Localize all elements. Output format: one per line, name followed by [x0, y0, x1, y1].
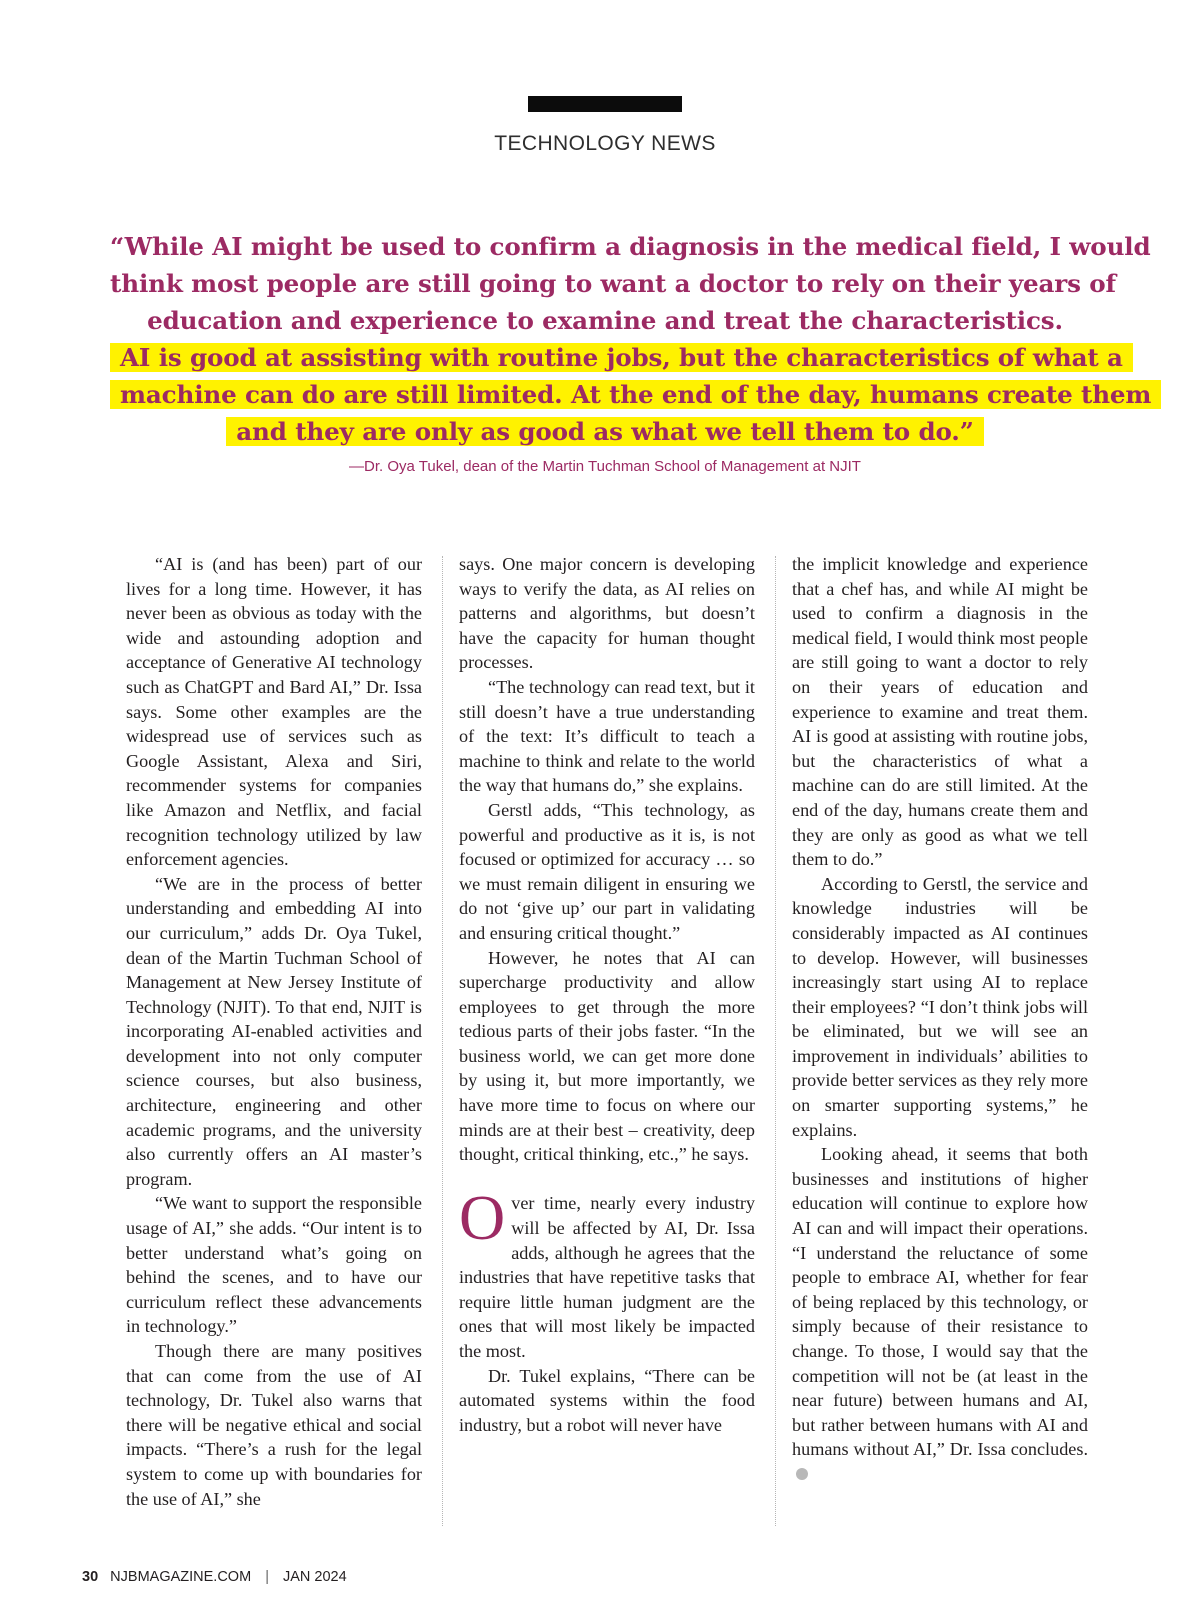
page-number: 30: [82, 1569, 99, 1585]
body-paragraph: [792, 1142, 1088, 1486]
column-divider: [775, 556, 776, 1526]
body-paragraph: However, he notes that AI can supercharge productivity and allow employees to get through the more tedious parts of their jobs faster. “In the business world, we can get more done by using it, but more importantly, we have more time to focus on where our minds are at their best – creativity, deep thought, critical thinking, etc.,” he says.: [459, 947, 755, 1165]
pull-quote-line: education and experience to examine and treat the characteristics.: [147, 306, 1063, 335]
article-column-1: [126, 552, 422, 1511]
body-paragraph: the implicit knowledge and experience that a chef has, and while AI might be used to confirm a diagnosis in the medical field, I would think most people are still going to want a doctor to rely on their years of education and experience to examine and treat them. AI is good at assisting with routine jobs, but the characteristics of what a machine can do are still limited. At the end of the day, humans create them and they are only as good as what we tell them to do.”: [792, 554, 1088, 870]
pull-quote-line: think most people are still going to want a doctor to rely on their years of: [110, 269, 1116, 298]
body-paragraph: says. One major concern is developing ways to verify the data, as AI relies on patterns and algorithms, but doesn’t have the capacity for human thought processes.: [459, 554, 755, 673]
body-paragraph: “The technology can read text, but it still doesn’t have a true understanding of the text: It’s difficult to teach a machine to think and relate to the world the way that humans do,” she explains.: [459, 676, 755, 796]
pull-quote-line: “While AI might be used to confirm a diagnosis in the medical field, I would: [110, 232, 1151, 261]
body-paragraph: Though there are many positives that can come from the use of AI technology, Dr. Tukel also warns that there will be negative ethical and social impacts. “There’s a rush for the legal system to come up with boundaries for the use of AI,” she: [126, 1341, 422, 1509]
footer-issue-date: JAN 2024: [283, 1569, 347, 1585]
pull-quote-attribution: —Dr. Oya Tukel, dean of the Martin Tuchman School of Management at NJIT: [349, 458, 861, 475]
section-bar: [528, 96, 682, 112]
pull-quote-highlight-line: and they are only as good as what we tell them to do.”: [226, 417, 983, 446]
drop-cap-paragraph: [459, 1182, 755, 1363]
body-paragraph: Dr. Tukel explains, “There can be automated systems within the food industry, but a robot will never have: [459, 1365, 755, 1435]
article-column-2: [459, 552, 755, 1437]
body-paragraph: According to Gerstl, the service and knowledge industries will be considerably impacted as AI continues to develop. However, will businesses increasingly start using AI to replace their employees? “I don’t think jobs will be eliminated, but we will see an improvement in individuals’ abilities to provide better services as they rely more on smarter supporting systems,” he explains.: [792, 873, 1088, 1140]
drop-cap: O: [459, 1182, 506, 1254]
footer-separator: |: [265, 1569, 269, 1585]
body-paragraph: Gerstl adds, “This technology, as powerful and productive as it is, is not focused or optimized for accuracy … so we must remain diligent in ensuring we do not ‘give up’ our part in validating and ensuring critical thought.”: [459, 799, 755, 943]
article-column-3: [792, 552, 1088, 1487]
end-of-article-icon: [796, 1468, 808, 1480]
section-label: TECHNOLOGY NEWS: [494, 132, 716, 155]
column-divider: [442, 556, 443, 1526]
pull-quote: [110, 228, 1152, 450]
body-paragraph: “We are in the process of better understanding and embedding AI into our curriculum,” adds Dr. Oya Tukel, dean of the Martin Tuchman School of Management at New Jersey Institute of Technology (NJIT). To that end, NJIT is incorporating AI-enabled activities and development into not only computer science courses, but also business, architecture, engineering and other academic programs, and the university also currently offers an AI master’s program.: [126, 873, 422, 1189]
final-paragraph-text: Looking ahead, it seems that both businesses and institutions of higher education will continue to explore how AI can and will impact their operations. “I understand the reluctance of some people to embrace AI, whether for fear of being replaced by this technology, or simply because of their resistance to change. To those, I would say that the competition will not be (at least in the near future) between humans and AI, but rather between humans with AI and humans without AI,” Dr. Issa concludes.: [792, 1144, 1088, 1460]
footer-site: NJBMAGAZINE.COM: [110, 1569, 252, 1585]
pull-quote-highlight-line: machine can do are still limited. At the end of the day, humans create them: [110, 380, 1161, 409]
drop-cap-paragraph-text: ver time, nearly every industry will be affected by AI, Dr. Issa adds, although he agrees that the industries that have repetitive tasks that require little human judgment are the ones that will most likely be impacted the most.: [459, 1193, 755, 1361]
body-paragraph: “We want to support the responsible usage of AI,” she adds. “Our intent is to better understand what’s going on behind the scenes, and to have our curriculum reflect these advancements in technology.”: [126, 1193, 422, 1337]
body-paragraph: “AI is (and has been) part of our lives for a long time. However, it has never been as obvious as today with the wide and astounding adoption and acceptance of Generative AI technology such as ChatGPT and Bard AI,” Dr. Issa says. Some other examples are the widespread use of services such as Google Assistant, Alexa and Siri, recommender systems for companies like Amazon and Netflix, and facial recognition technology utilized by law enforcement agencies.: [126, 554, 422, 870]
page-footer: [82, 1569, 347, 1585]
pull-quote-highlight-line: AI is good at assisting with routine jobs, but the characteristics of what a: [110, 343, 1133, 372]
